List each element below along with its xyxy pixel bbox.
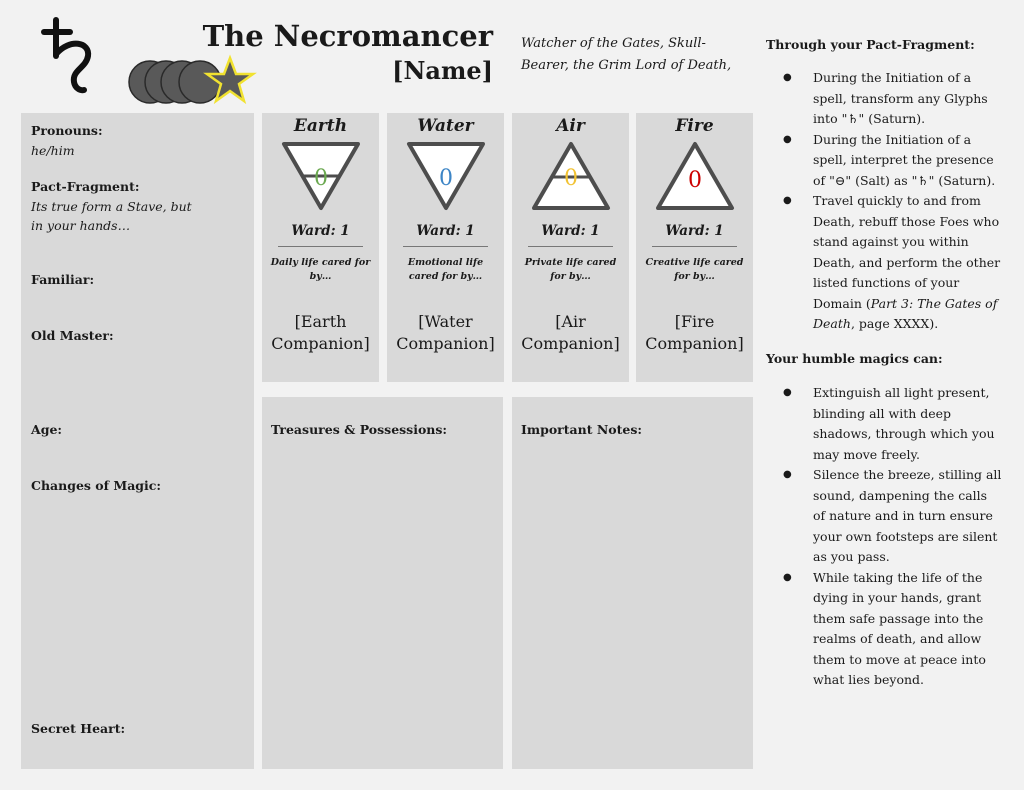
divider (403, 246, 488, 247)
element-value: 0 (439, 166, 453, 191)
element-panel-air (512, 113, 629, 382)
saturn-glyph-icon (36, 8, 106, 98)
element-panel-fire (636, 113, 753, 382)
cared-for-label: Daily life cared for by… (270, 257, 371, 282)
list-item: ● While taking the life of the dying in your hands, grant them safe passage into the realms of death, and allow them to move at peace into what lies beyond. (766, 568, 1002, 691)
epithet-text: Watcher of the Gates, Skull-Bearer, the Grim Lord of Death, (521, 36, 732, 73)
water-triangle-icon (406, 141, 486, 211)
element-panel-earth (262, 113, 379, 382)
companion-placeholder: [Air Companion] (521, 312, 620, 353)
familiar-label: Familiar: (31, 272, 95, 287)
page-title: The Necromancer (202, 19, 493, 53)
companion-placeholder: [Water Companion] (396, 312, 495, 353)
ward-value: Ward: 1 (541, 223, 600, 239)
element-name: Fire (675, 116, 714, 136)
pronouns-value: he/him (31, 143, 75, 158)
element-name: Water (417, 116, 474, 136)
list-item: ● During the Initiation of a spell, transform any Glyphs into "♄" (Saturn). (766, 68, 1002, 130)
character-name: [Name] (392, 56, 493, 85)
age-label: Age: (31, 422, 63, 437)
moon-phases-icon (126, 54, 258, 110)
element-name: Earth (293, 116, 348, 136)
divider (278, 246, 363, 247)
element-value: 0 (688, 168, 702, 193)
companion-placeholder: [Fire Companion] (645, 312, 744, 353)
ward-value: Ward: 1 (416, 223, 475, 239)
list-item: ● During the Initiation of a spell, interpret the presence of "⊖" (Salt) as "♄" (Saturn). (766, 130, 1002, 192)
companion-placeholder: [Earth Companion] (271, 312, 370, 353)
pact-fragment-value: Its true form a Stave, but in your hands… (31, 199, 192, 233)
list-item: ● Travel quickly to and from Death, rebuff those Foes who stand against you within Death, and perform the other listed functions of your Domain (Part 3: The Gates of Death, page XXXX). (766, 191, 1002, 335)
element-panel-water (387, 113, 504, 382)
ward-value: Ward: 1 (665, 223, 724, 239)
rulebook-reference: Part 3: The Gates of Death (813, 295, 998, 331)
cared-for-label: Private life cared for by… (524, 257, 617, 282)
cared-for-label: Creative life cared for by… (645, 257, 744, 282)
element-name: Air (556, 116, 585, 136)
divider (652, 246, 737, 247)
changes-of-magic-label: Changes of Magic: (31, 478, 162, 493)
treasures-panel (262, 397, 503, 769)
cared-for-label: Emotional life cared for by… (407, 257, 484, 282)
notes-panel (512, 397, 753, 769)
fire-triangle-icon (655, 141, 735, 211)
old-master-label: Old Master: (31, 328, 114, 343)
pact-fragment-label: Pact-Fragment: (31, 179, 140, 194)
element-value: 0 (564, 166, 578, 191)
pact-abilities-list (766, 68, 1002, 335)
air-triangle-icon (531, 141, 611, 211)
humble-magics-list (766, 383, 1002, 691)
pronouns-label: Pronouns: (31, 123, 103, 138)
pact-abilities-heading: Through your Pact-Fragment: (766, 37, 975, 52)
ward-value: Ward: 1 (291, 223, 350, 239)
notes-label: Important Notes: (521, 422, 642, 437)
secret-heart-label: Secret Heart: (31, 721, 126, 736)
list-item: ● Extinguish all light present, blinding all with deep shadows, through which you may move freely. (766, 383, 1002, 465)
humble-magics-heading: Your humble magics can: (766, 351, 943, 366)
character-panel (21, 113, 254, 769)
treasures-label: Treasures & Possessions: (271, 422, 448, 437)
earth-triangle-icon (281, 141, 361, 211)
divider (528, 246, 613, 247)
list-item: ● Silence the breeze, stilling all sound, dampening the calls of nature and in turn ensure your own footsteps are silent as you pass. (766, 465, 1002, 568)
element-value: 0 (314, 166, 328, 191)
